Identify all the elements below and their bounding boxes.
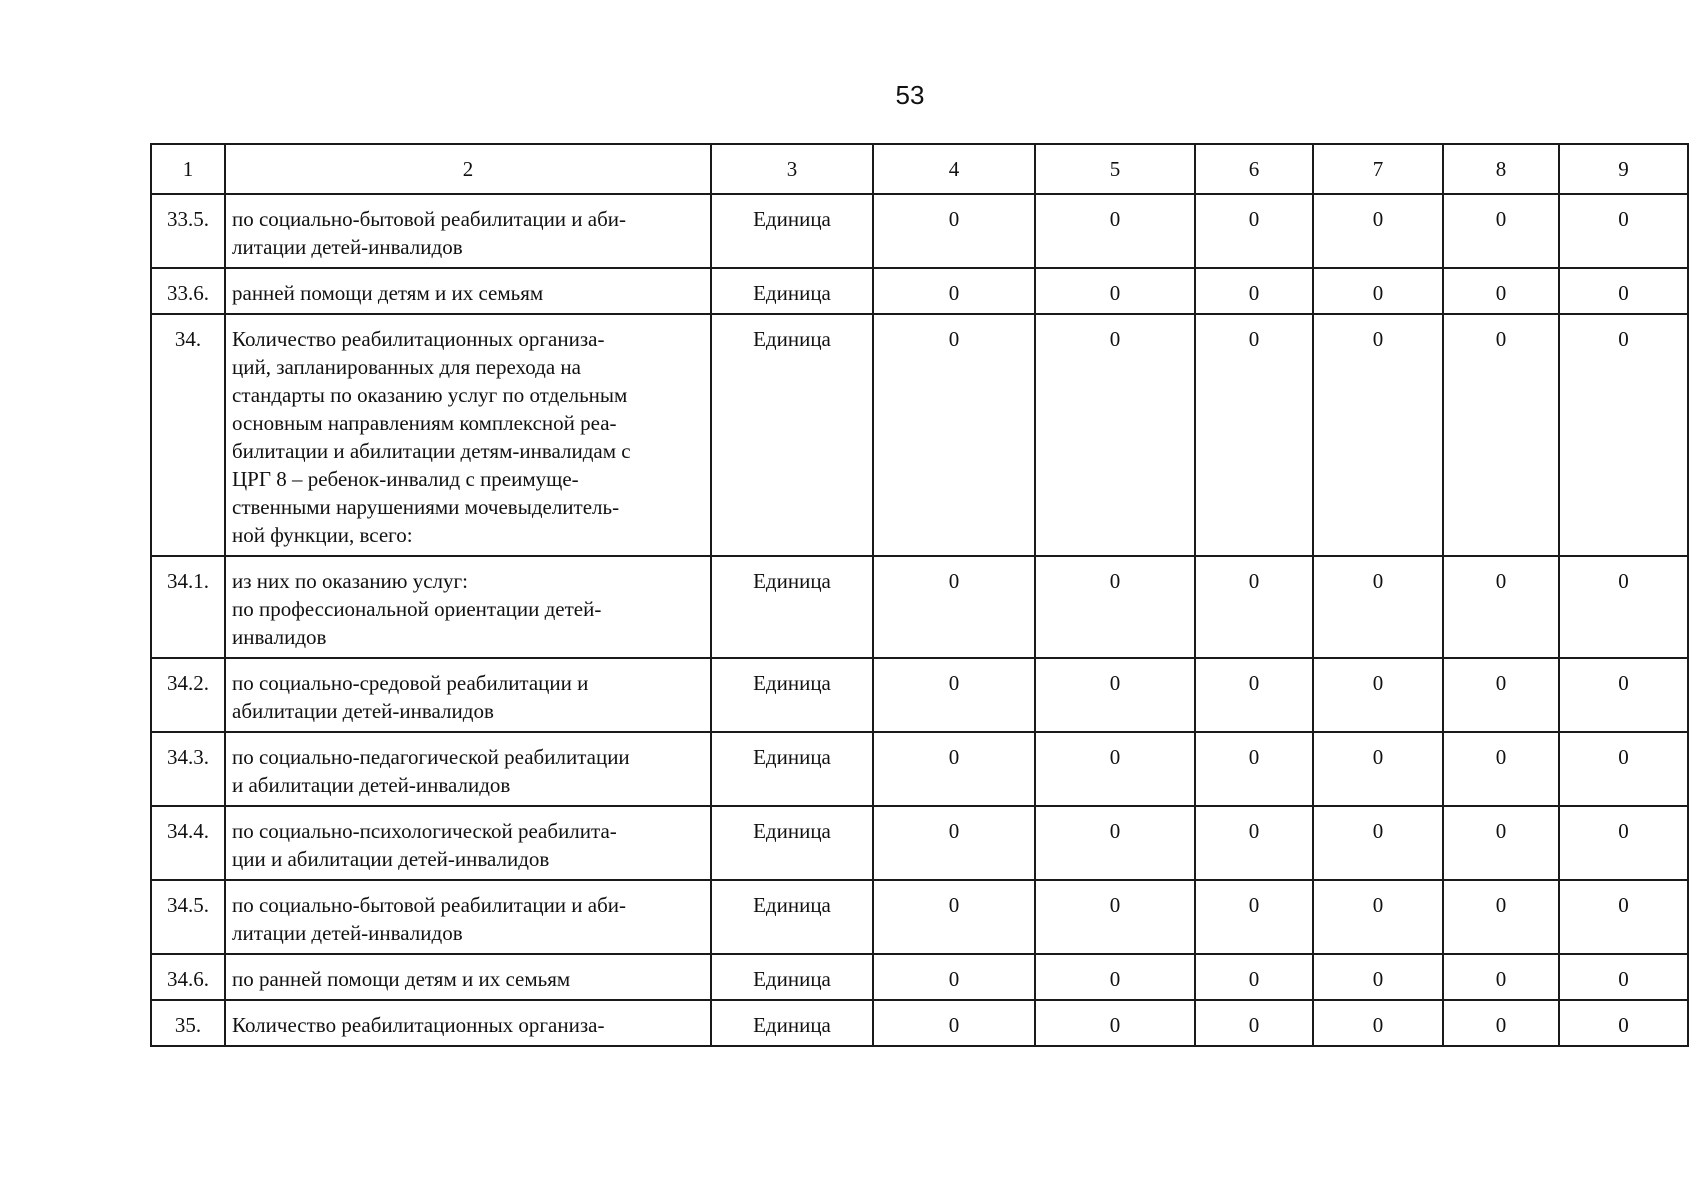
row-unit: Единица: [711, 556, 873, 658]
row-number: 34.1.: [151, 556, 225, 658]
row-name: [225, 556, 711, 658]
row-unit: Единица: [711, 314, 873, 556]
row-value: 0: [1559, 954, 1688, 1000]
row-unit: Единица: [711, 954, 873, 1000]
row-value: 0: [1313, 314, 1443, 556]
row-value: 0: [1195, 314, 1313, 556]
row-name-line: по ранней помощи детям и их семьям: [232, 967, 571, 991]
row-value: 0: [1195, 806, 1313, 880]
row-number: 34.4.: [151, 806, 225, 880]
row-number: 34.2.: [151, 658, 225, 732]
row-value: 0: [1195, 268, 1313, 314]
header-cell: 3: [711, 144, 873, 194]
row-unit: Единица: [711, 880, 873, 954]
row-value: 0: [1313, 1000, 1443, 1046]
row-name: [225, 732, 711, 806]
row-name: [225, 954, 711, 1000]
row-value: 0: [1195, 658, 1313, 732]
row-value: 0: [1195, 954, 1313, 1000]
row-value: 0: [873, 556, 1035, 658]
row-value: 0: [873, 732, 1035, 806]
row-name-line: ЦРГ 8 – ребенок-инвалид с преимуще-: [232, 467, 579, 491]
row-value: 0: [873, 806, 1035, 880]
row-value: 0: [1559, 268, 1688, 314]
row-name-line: ной функции, всего:: [232, 523, 413, 547]
row-value: 0: [1443, 556, 1559, 658]
table-row: [151, 194, 1688, 268]
row-name-line: по социально-педагогической реабилитации: [232, 745, 630, 769]
row-value: 0: [1443, 658, 1559, 732]
row-value: 0: [1559, 880, 1688, 954]
page-number: 53: [895, 80, 925, 110]
row-name-line: Количество реабилитационных организа-: [232, 327, 605, 351]
row-name-line: ции и абилитации детей-инвалидов: [232, 847, 550, 871]
table-body: [151, 194, 1688, 1046]
row-name-line: инвалидов: [232, 625, 327, 649]
row-value: 0: [1035, 658, 1195, 732]
row-value: 0: [873, 658, 1035, 732]
row-value: 0: [1313, 268, 1443, 314]
table-row: [151, 806, 1688, 880]
row-unit: Единица: [711, 806, 873, 880]
row-unit: Единица: [711, 732, 873, 806]
row-value: 0: [1035, 556, 1195, 658]
table-row: [151, 314, 1688, 556]
row-value: 0: [1443, 954, 1559, 1000]
row-name-line: по социально-бытовой реабилитации и аби-: [232, 893, 627, 917]
row-name-line: стандарты по оказанию услуг по отдельным: [232, 383, 628, 407]
row-unit: Единица: [711, 194, 873, 268]
row-name: [225, 268, 711, 314]
row-name-line: по социально-средовой реабилитации и: [232, 671, 589, 695]
row-value: 0: [1313, 194, 1443, 268]
row-name: [225, 314, 711, 556]
row-value: 0: [1313, 556, 1443, 658]
row-value: 0: [1443, 732, 1559, 806]
header-cell: 4: [873, 144, 1035, 194]
row-number: 35.: [151, 1000, 225, 1046]
row-value: 0: [1443, 194, 1559, 268]
row-name-line: по профессиональной ориентации детей-: [232, 597, 602, 621]
row-name-line: по социально-бытовой реабилитации и аби-: [232, 207, 627, 231]
row-name: [225, 194, 711, 268]
row-number: 34.6.: [151, 954, 225, 1000]
row-name-line: и абилитации детей-инвалидов: [232, 773, 511, 797]
row-value: 0: [1035, 954, 1195, 1000]
row-value: 0: [873, 314, 1035, 556]
row-name-line: литации детей-инвалидов: [232, 235, 463, 259]
table-row: [151, 732, 1688, 806]
row-value: 0: [1195, 194, 1313, 268]
row-value: 0: [1313, 954, 1443, 1000]
row-name-line: ственными нарушениями мочевыделитель-: [232, 495, 620, 519]
row-unit: Единица: [711, 658, 873, 732]
row-name-line: из них по оказанию услуг:: [232, 569, 468, 593]
row-value: 0: [1559, 194, 1688, 268]
row-value: 0: [1035, 732, 1195, 806]
row-number: 34.: [151, 314, 225, 556]
row-value: 0: [1443, 1000, 1559, 1046]
row-value: 0: [1559, 732, 1688, 806]
row-value: 0: [873, 880, 1035, 954]
row-name-line: билитации и абилитации детям-инвалидам с: [232, 439, 631, 463]
row-value: 0: [1035, 880, 1195, 954]
row-value: 0: [1559, 806, 1688, 880]
table-row: [151, 556, 1688, 658]
header-cell: 5: [1035, 144, 1195, 194]
row-value: 0: [1313, 732, 1443, 806]
header-cell: 2: [225, 144, 711, 194]
header-cell: 6: [1195, 144, 1313, 194]
row-name-line: ций, запланированных для перехода на: [232, 355, 581, 379]
table-row: [151, 268, 1688, 314]
table-header: [151, 144, 1688, 194]
row-number: 34.3.: [151, 732, 225, 806]
row-name-line: основным направлениям комплексной реа-: [232, 411, 617, 435]
row-value: 0: [1195, 556, 1313, 658]
row-value: 0: [1035, 194, 1195, 268]
row-value: 0: [1559, 314, 1688, 556]
row-name: [225, 1000, 711, 1046]
row-unit: Единица: [711, 268, 873, 314]
table-row: [151, 658, 1688, 732]
row-name-line: литации детей-инвалидов: [232, 921, 463, 945]
row-value: 0: [1313, 880, 1443, 954]
row-number: 34.5.: [151, 880, 225, 954]
row-value: 0: [1559, 658, 1688, 732]
row-value: 0: [1443, 880, 1559, 954]
row-value: 0: [873, 268, 1035, 314]
row-value: 0: [873, 954, 1035, 1000]
row-name-line: ранней помощи детям и их семьям: [232, 281, 544, 305]
row-value: 0: [873, 194, 1035, 268]
row-value: 0: [873, 1000, 1035, 1046]
row-unit: Единица: [711, 1000, 873, 1046]
row-value: 0: [1559, 1000, 1688, 1046]
row-value: 0: [1443, 314, 1559, 556]
row-value: 0: [1443, 806, 1559, 880]
row-number: 33.5.: [151, 194, 225, 268]
header-cell: 1: [151, 144, 225, 194]
table-row: [151, 1000, 1688, 1046]
table-row: [151, 880, 1688, 954]
table-row: [151, 954, 1688, 1000]
row-value: 0: [1559, 556, 1688, 658]
row-name-line: абилитации детей-инвалидов: [232, 699, 494, 723]
row-value: 0: [1195, 732, 1313, 806]
header-row: [151, 144, 1688, 194]
row-name: [225, 806, 711, 880]
row-name-line: Количество реабилитационных организа-: [232, 1013, 605, 1037]
data-table: [150, 143, 1689, 1047]
header-cell: 9: [1559, 144, 1688, 194]
row-name: [225, 880, 711, 954]
row-value: 0: [1443, 268, 1559, 314]
row-value: 0: [1035, 1000, 1195, 1046]
row-name: [225, 658, 711, 732]
row-name-line: по социально-психологической реабилита-: [232, 819, 617, 843]
header-cell: 7: [1313, 144, 1443, 194]
row-value: 0: [1195, 880, 1313, 954]
row-value: 0: [1195, 1000, 1313, 1046]
header-cell: 8: [1443, 144, 1559, 194]
row-value: 0: [1035, 268, 1195, 314]
row-value: 0: [1313, 658, 1443, 732]
row-value: 0: [1035, 314, 1195, 556]
row-number: 33.6.: [151, 268, 225, 314]
row-value: 0: [1035, 806, 1195, 880]
row-value: 0: [1313, 806, 1443, 880]
